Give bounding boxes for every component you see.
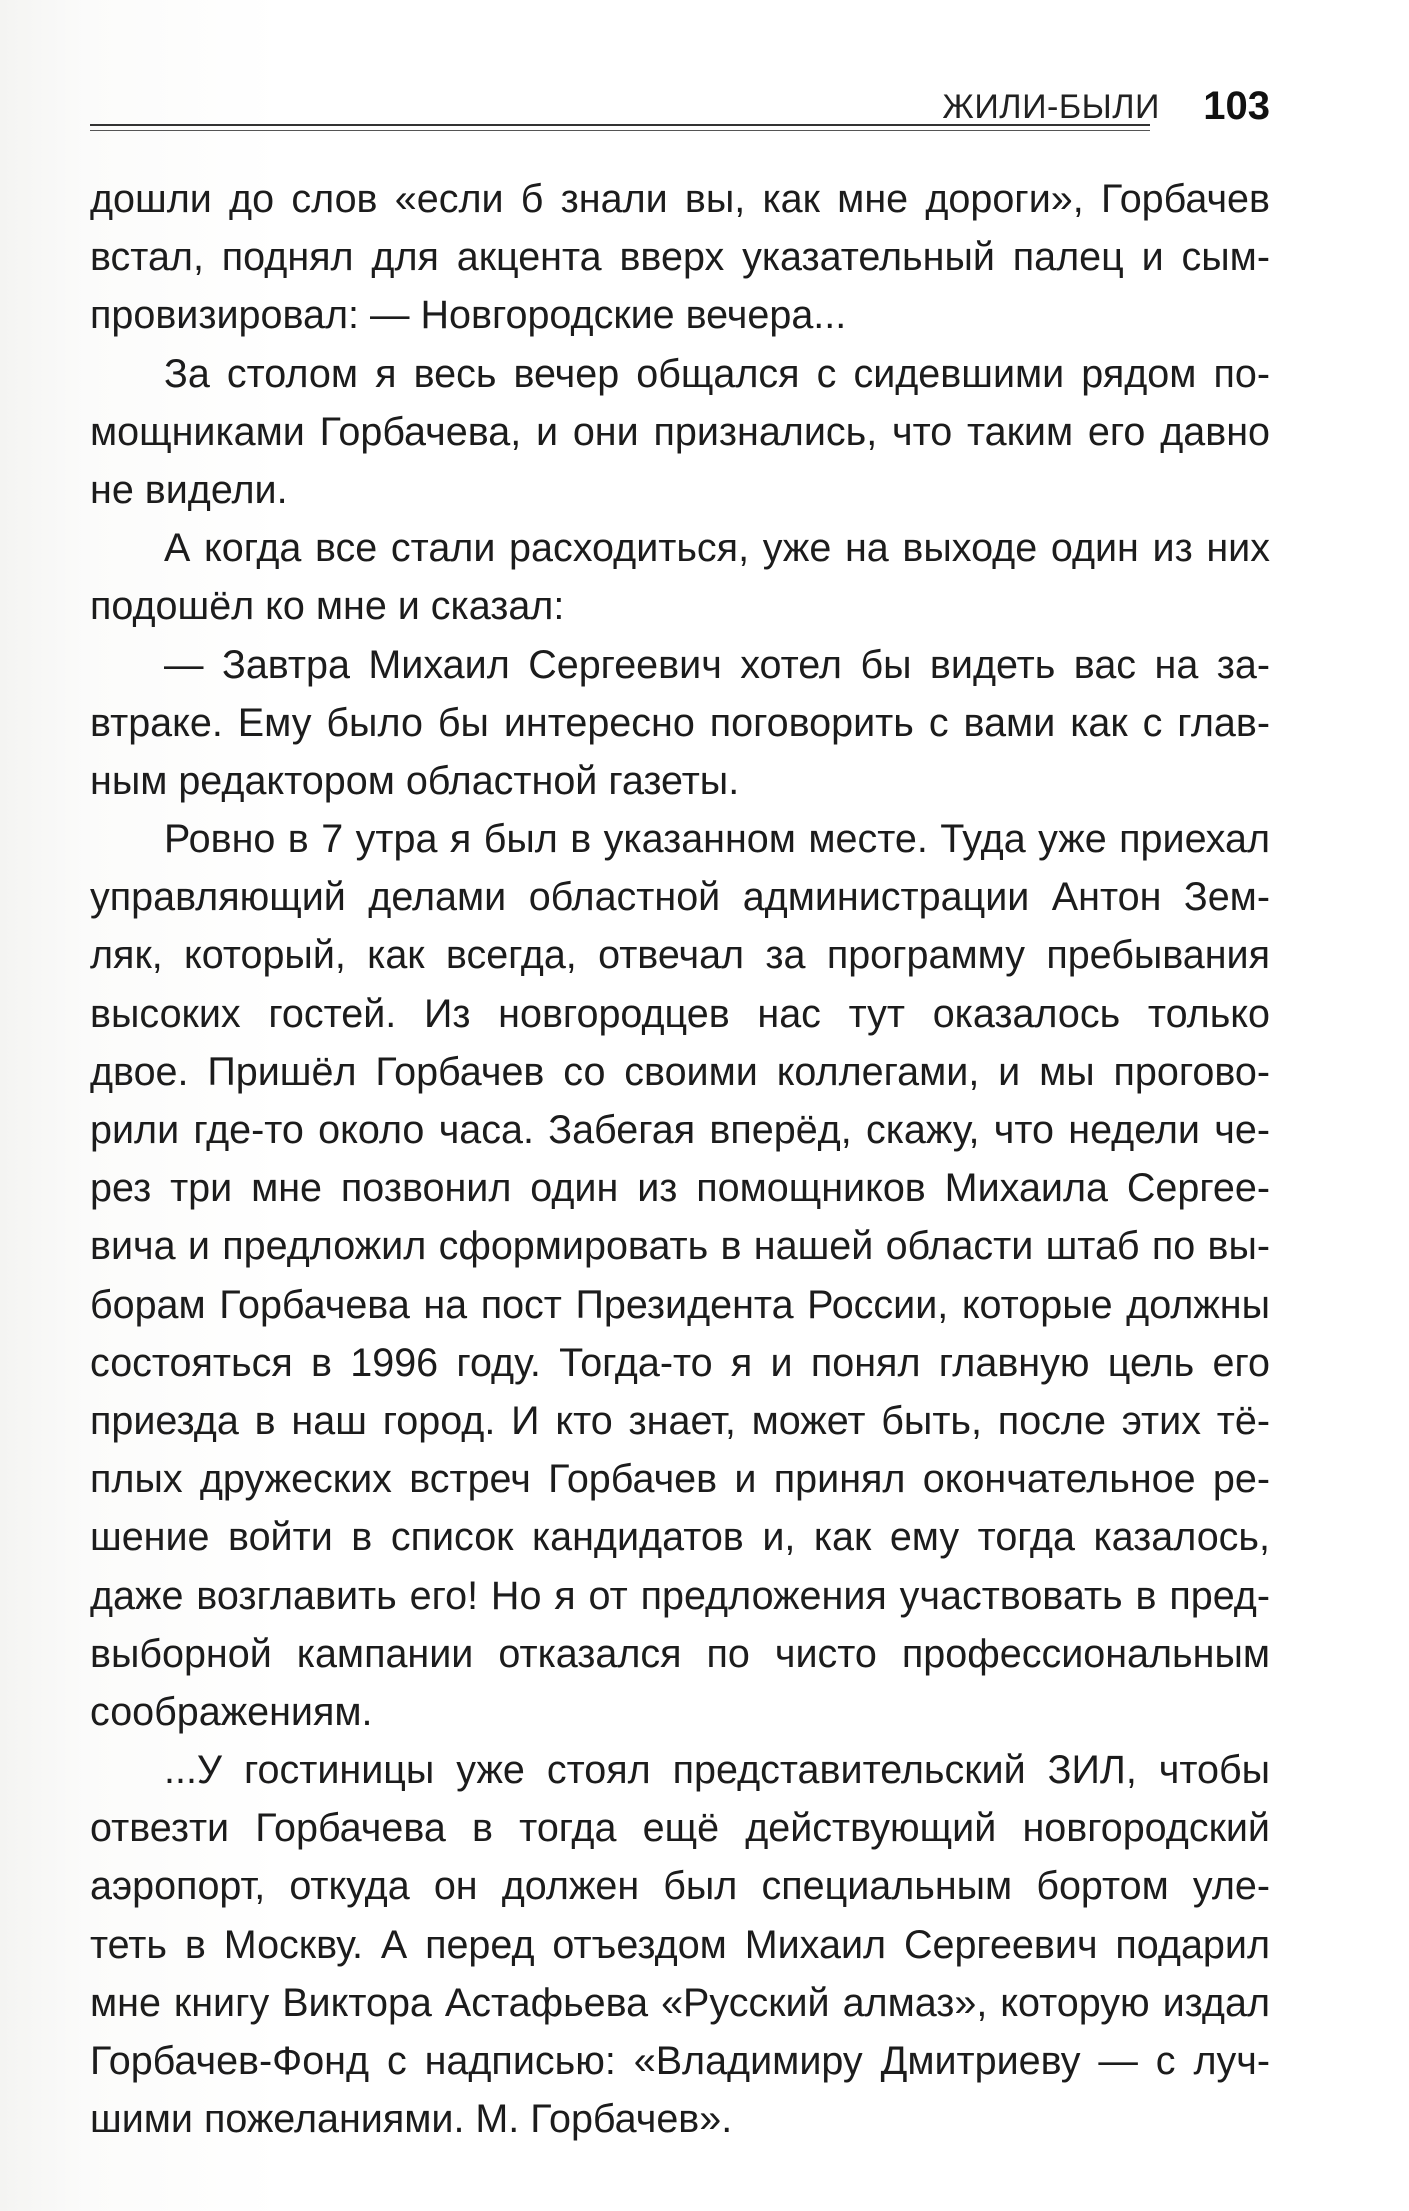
- text-line: Горбачев-Фонд с надписью: «Владимиру Дмитриеву — с луч-: [90, 2039, 1270, 2083]
- text-line: приезда в наш город. И кто знает, может быть, после этих тё-: [90, 1398, 1270, 1443]
- text-line: мощниками Горбачева, и они признались, что таким его давно: [90, 409, 1270, 454]
- text-line: теть в Москву. А перед отъездом Михаил Сергеевич подарил: [90, 1922, 1270, 1967]
- text-line: выборной кампании отказался по чисто профессиональным: [90, 1631, 1270, 1676]
- text-line: даже возглавить его! Но я от предложения участвовать в пред-: [90, 1573, 1270, 1618]
- text-line: рили где-то около часа. Забегая вперёд, скажу, что недели че-: [90, 1108, 1270, 1152]
- running-title: ЖИЛИ-БЫЛИ: [942, 88, 1160, 126]
- text-line: А когда все стали расходиться, уже на выходе один из них: [164, 526, 1270, 571]
- text-line: не видели.: [90, 467, 288, 512]
- text-line: шими пожеланиями. М. Горбачев».: [90, 2097, 733, 2142]
- text-line: высоких гостей. Из новгородцев нас тут оказалось только: [90, 991, 1270, 1036]
- text-line: двое. Пришёл Горбачев со своими коллегами, и мы прогово-: [90, 1049, 1270, 1094]
- text-line: втраке. Ему было бы интересно поговорить с вами как с глав-: [90, 700, 1270, 745]
- text-line: соображениям.: [90, 1689, 373, 1734]
- text-line: отвезти Горбачева в тогда ещё действующий новгородский: [90, 1806, 1270, 1851]
- text-line: шение войти в список кандидатов и, как ему тогда казалось,: [90, 1515, 1270, 1560]
- text-line: За столом я весь вечер общался с сидевшими рядом по-: [164, 351, 1270, 396]
- text-line: борам Горбачева на пост Президента России, которые должны: [90, 1282, 1270, 1327]
- text-line: рез три мне позвонил один из помощников Михаила Сергее-: [90, 1166, 1270, 1211]
- text-line: плых дружеских встреч Горбачев и принял окончательное ре-: [90, 1457, 1270, 1502]
- running-header: [90, 82, 1270, 142]
- header-rule: [90, 124, 1150, 126]
- text-line: аэропорт, откуда он должен был специальным бортом уле-: [90, 1864, 1270, 1909]
- text-line: ...У гостиницы уже стоял представительский ЗИЛ, чтобы: [164, 1748, 1270, 1793]
- text-line: подошёл ко мне и сказал:: [90, 584, 565, 629]
- text-line: вича и предложил сформировать в нашей области штаб по вы-: [90, 1224, 1270, 1269]
- text-line: ляк, который, как всегда, отвечал за программу пребывания: [90, 933, 1270, 978]
- page-number: 103: [1203, 84, 1270, 128]
- text-line: управляющий делами областной администрации Антон Зем-: [90, 875, 1270, 920]
- text-line: провизировал: — Новгородские вечера...: [90, 293, 847, 338]
- body-text: [90, 170, 1270, 2148]
- text-line: встал, поднял для акцента вверх указательный палец и сым-: [90, 235, 1270, 280]
- text-line: Ровно в 7 утра я был в указанном месте. Туда уже приехал: [164, 817, 1270, 862]
- text-line: мне книгу Виктора Астафьева «Русский алмаз», которую издал: [90, 1980, 1270, 2025]
- text-line: состояться в 1996 году. Тогда-то я и понял главную цель его: [90, 1340, 1270, 1385]
- header-rule-thin: [90, 130, 1150, 131]
- text-line: ным редактором областной газеты.: [90, 758, 740, 803]
- text-line: — Завтра Михаил Сергеевич хотел бы видеть вас на за-: [164, 642, 1270, 687]
- text-line: дошли до слов «если б знали вы, как мне дороги», Горбачев: [90, 177, 1270, 221]
